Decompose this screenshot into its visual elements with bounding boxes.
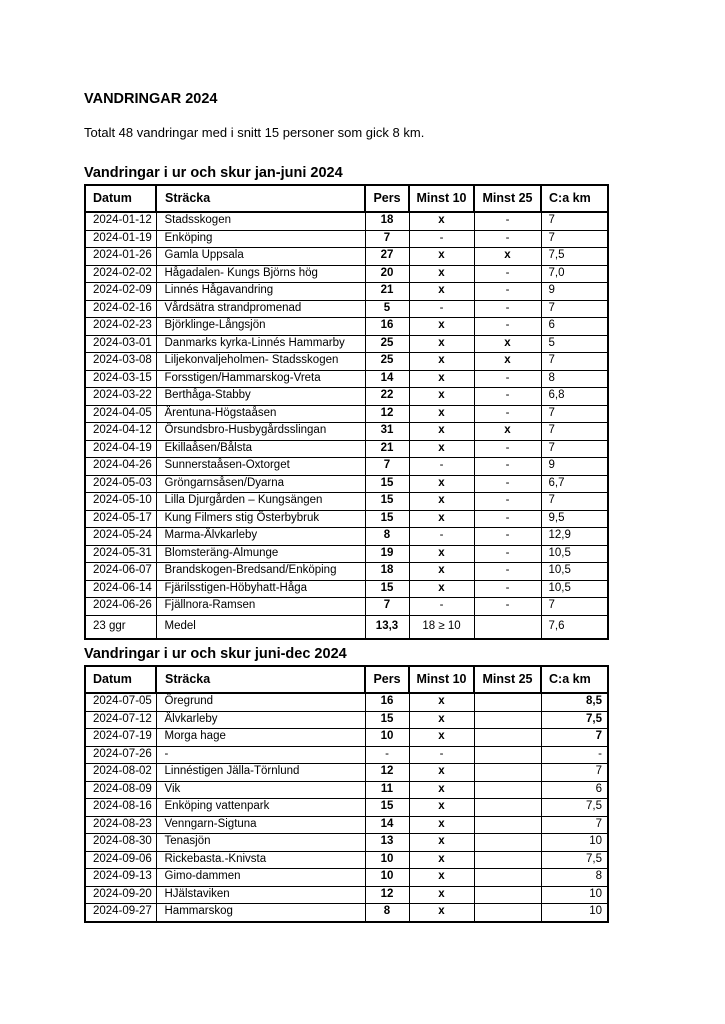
table-row <box>85 869 608 887</box>
cell-datum: 2024-09-20 <box>85 886 156 904</box>
cell-stracka: Rickebasta.-Knivsta <box>156 851 365 869</box>
cell-pers: 20 <box>365 265 409 283</box>
cell-km: 7 <box>541 764 608 782</box>
cell-pers: 13 <box>365 834 409 852</box>
cell-stracka: Björklinge-Långsjön <box>156 318 365 336</box>
cell-minst25: - <box>474 318 541 336</box>
cell-stracka: Brandskogen-Bredsand/Enköping <box>156 563 365 581</box>
cell-datum: 23 ggr <box>85 615 156 639</box>
cell-minst25: - <box>474 580 541 598</box>
document-title: VANDRINGAR 2024 <box>84 91 218 107</box>
cell-pers: 18 <box>365 563 409 581</box>
column-header-km: C:a km <box>541 666 608 693</box>
table-row <box>85 335 608 353</box>
cell-minst25 <box>474 781 541 799</box>
cell-datum: 2024-04-05 <box>85 405 156 423</box>
cell-km: 8,5 <box>541 693 608 711</box>
cell-datum: 2024-07-19 <box>85 729 156 747</box>
table-row <box>85 265 608 283</box>
cell-pers: 27 <box>365 248 409 266</box>
cell-minst10: 18 ≥ 10 <box>409 615 474 639</box>
cell-minst25: - <box>474 493 541 511</box>
cell-stracka: Gröngarnsåsen/Dyarna <box>156 475 365 493</box>
cell-km: 7,5 <box>541 248 608 266</box>
cell-pers: 21 <box>365 440 409 458</box>
cell-pers: 25 <box>365 353 409 371</box>
cell-minst25 <box>474 711 541 729</box>
cell-pers: 14 <box>365 370 409 388</box>
cell-minst10: x <box>409 729 474 747</box>
table-row <box>85 212 608 230</box>
cell-datum: 2024-07-05 <box>85 693 156 711</box>
cell-pers: 11 <box>365 781 409 799</box>
cell-minst25: - <box>474 405 541 423</box>
table-row <box>85 851 608 869</box>
cell-stracka: Berthåga-Stabby <box>156 388 365 406</box>
table-row <box>85 370 608 388</box>
cell-km: 7 <box>541 440 608 458</box>
cell-stracka: Tenasjön <box>156 834 365 852</box>
cell-stracka: Liljekonvaljeholmen- Stadsskogen <box>156 353 365 371</box>
table-row <box>85 353 608 371</box>
cell-minst10: x <box>409 711 474 729</box>
cell-datum: 2024-08-30 <box>85 834 156 852</box>
table-row <box>85 493 608 511</box>
cell-datum: 2024-08-09 <box>85 781 156 799</box>
table-row <box>85 746 608 764</box>
cell-datum: 2024-01-12 <box>85 212 156 230</box>
column-header-minst25: Minst 25 <box>474 185 541 212</box>
cell-datum: 2024-08-23 <box>85 816 156 834</box>
cell-pers: 8 <box>365 528 409 546</box>
cell-stracka: Öregrund <box>156 693 365 711</box>
cell-datum: 2024-06-26 <box>85 598 156 616</box>
cell-minst10: x <box>409 212 474 230</box>
cell-minst10: x <box>409 545 474 563</box>
cell-pers: 15 <box>365 510 409 528</box>
cell-minst25: - <box>474 388 541 406</box>
cell-km: 7 <box>541 300 608 318</box>
cell-km: 12,9 <box>541 528 608 546</box>
table-row <box>85 440 608 458</box>
cell-datum: 2024-04-26 <box>85 458 156 476</box>
cell-stracka: Medel <box>156 615 365 639</box>
cell-km: 10 <box>541 834 608 852</box>
cell-minst25 <box>474 693 541 711</box>
cell-datum: 2024-02-23 <box>85 318 156 336</box>
cell-datum: 2024-05-24 <box>85 528 156 546</box>
cell-km: 6 <box>541 318 608 336</box>
cell-km: 7,5 <box>541 711 608 729</box>
cell-minst10: x <box>409 388 474 406</box>
cell-stracka: Ekillaåsen/Bålsta <box>156 440 365 458</box>
cell-minst25: x <box>474 248 541 266</box>
cell-minst10: x <box>409 886 474 904</box>
column-header-datum: Datum <box>85 185 156 212</box>
cell-pers: 12 <box>365 886 409 904</box>
cell-pers: 16 <box>365 318 409 336</box>
cell-stracka: HJälstaviken <box>156 886 365 904</box>
cell-datum: 2024-05-03 <box>85 475 156 493</box>
cell-km: 6,8 <box>541 388 608 406</box>
cell-minst25 <box>474 869 541 887</box>
column-header-minst25: Minst 25 <box>474 666 541 693</box>
cell-km: 7 <box>541 353 608 371</box>
cell-datum: 2024-01-26 <box>85 248 156 266</box>
cell-datum: 2024-03-22 <box>85 388 156 406</box>
section-jan-juni <box>84 166 691 640</box>
cell-stracka: Gimo-dammen <box>156 869 365 887</box>
cell-stracka: Fjärilsstigen-Höbyhatt-Håga <box>156 580 365 598</box>
cell-minst10: x <box>409 248 474 266</box>
cell-km: 7 <box>541 598 608 616</box>
cell-minst10: x <box>409 764 474 782</box>
cell-km: 7,5 <box>541 851 608 869</box>
table-row <box>85 405 608 423</box>
cell-minst25 <box>474 834 541 852</box>
table-row <box>85 458 608 476</box>
cell-datum: 2024-03-01 <box>85 335 156 353</box>
cell-datum: 2024-09-06 <box>85 851 156 869</box>
cell-stracka: Lilla Djurgården – Kungsängen <box>156 493 365 511</box>
cell-minst10: x <box>409 693 474 711</box>
column-header-stracka: Sträcka <box>156 185 365 212</box>
cell-minst10: x <box>409 335 474 353</box>
cell-stracka: Linnés Hågavandring <box>156 283 365 301</box>
cell-minst25: - <box>474 230 541 248</box>
table-row <box>85 781 608 799</box>
table-row <box>85 693 608 711</box>
section-heading-jan-juni: Vandringar i ur och skur jan-juni 2024 <box>84 165 343 181</box>
table-row <box>85 248 608 266</box>
cell-minst10: - <box>409 230 474 248</box>
cell-km: 7 <box>541 212 608 230</box>
cell-km: 10 <box>541 904 608 922</box>
cell-minst10: x <box>409 580 474 598</box>
cell-minst10: x <box>409 283 474 301</box>
cell-minst10: x <box>409 440 474 458</box>
cell-pers: 19 <box>365 545 409 563</box>
table-row <box>85 423 608 441</box>
table-row <box>85 283 608 301</box>
cell-minst25 <box>474 746 541 764</box>
cell-datum: 2024-08-16 <box>85 799 156 817</box>
cell-pers: 14 <box>365 816 409 834</box>
cell-km: 9 <box>541 458 608 476</box>
cell-stracka: Ärentuna-Högstaåsen <box>156 405 365 423</box>
cell-pers: 15 <box>365 580 409 598</box>
cell-minst25: x <box>474 423 541 441</box>
cell-km: 10,5 <box>541 580 608 598</box>
cell-pers: 8 <box>365 904 409 922</box>
cell-minst25 <box>474 615 541 639</box>
cell-datum: 2024-02-02 <box>85 265 156 283</box>
cell-datum: 2024-06-14 <box>85 580 156 598</box>
cell-km: 6,7 <box>541 475 608 493</box>
table-row <box>85 904 608 922</box>
cell-datum: 2024-07-26 <box>85 746 156 764</box>
cell-minst10: x <box>409 423 474 441</box>
cell-minst25: x <box>474 353 541 371</box>
column-header-minst10: Minst 10 <box>409 185 474 212</box>
cell-stracka: Danmarks kyrka-Linnés Hammarby <box>156 335 365 353</box>
cell-pers: 16 <box>365 693 409 711</box>
cell-datum: 2024-06-07 <box>85 563 156 581</box>
column-header-pers: Pers <box>365 666 409 693</box>
cell-minst10: - <box>409 300 474 318</box>
cell-minst25: - <box>474 598 541 616</box>
table-row <box>85 300 608 318</box>
cell-stracka: - <box>156 746 365 764</box>
cell-datum: 2024-07-12 <box>85 711 156 729</box>
cell-km: 8 <box>541 370 608 388</box>
cell-minst10: x <box>409 475 474 493</box>
column-header-datum: Datum <box>85 666 156 693</box>
cell-pers: 15 <box>365 711 409 729</box>
cell-datum: 2024-05-31 <box>85 545 156 563</box>
cell-minst10: x <box>409 869 474 887</box>
table-row <box>85 580 608 598</box>
cell-minst25: - <box>474 212 541 230</box>
column-header-stracka: Sträcka <box>156 666 365 693</box>
cell-minst10: x <box>409 510 474 528</box>
cell-minst25 <box>474 886 541 904</box>
cell-minst25: - <box>474 510 541 528</box>
cell-minst10: x <box>409 781 474 799</box>
column-header-pers: Pers <box>365 185 409 212</box>
cell-minst25: - <box>474 528 541 546</box>
table-row <box>85 764 608 782</box>
cell-km: 5 <box>541 335 608 353</box>
cell-km: 10,5 <box>541 563 608 581</box>
cell-datum: 2024-08-02 <box>85 764 156 782</box>
cell-datum: 2024-04-19 <box>85 440 156 458</box>
cell-minst25: - <box>474 545 541 563</box>
cell-minst10: - <box>409 746 474 764</box>
table-row <box>85 510 608 528</box>
table-row <box>85 563 608 581</box>
summary-row <box>85 615 608 639</box>
cell-stracka: Hågadalen- Kungs Björns hög <box>156 265 365 283</box>
cell-pers: 31 <box>365 423 409 441</box>
table-row <box>85 598 608 616</box>
cell-stracka: Gamla Uppsala <box>156 248 365 266</box>
cell-km: 10,5 <box>541 545 608 563</box>
cell-minst10: x <box>409 370 474 388</box>
intro-text: Totalt 48 vandringar med i snitt 15 personer som gick 8 km. <box>84 125 425 140</box>
cell-pers: 15 <box>365 799 409 817</box>
cell-datum: 2024-03-08 <box>85 353 156 371</box>
cell-km: 7,0 <box>541 265 608 283</box>
cell-km: 7 <box>541 729 608 747</box>
cell-pers: 10 <box>365 851 409 869</box>
cell-km: 6 <box>541 781 608 799</box>
cell-km: 9,5 <box>541 510 608 528</box>
cell-minst10: - <box>409 458 474 476</box>
cell-km: 7,5 <box>541 799 608 817</box>
cell-km: 7 <box>541 816 608 834</box>
cell-minst10: x <box>409 834 474 852</box>
cell-minst10: x <box>409 851 474 869</box>
cell-datum: 2024-02-09 <box>85 283 156 301</box>
cell-minst25: - <box>474 563 541 581</box>
cell-minst25: x <box>474 335 541 353</box>
cell-pers: 13,3 <box>365 615 409 639</box>
section-juni-dec <box>84 647 691 923</box>
cell-minst10: - <box>409 528 474 546</box>
cell-stracka: Hammarskog <box>156 904 365 922</box>
cell-stracka: Örsundsbro-Husbygårdsslingan <box>156 423 365 441</box>
cell-stracka: Enköping vattenpark <box>156 799 365 817</box>
column-header-km: C:a km <box>541 185 608 212</box>
cell-minst25: - <box>474 300 541 318</box>
table-row <box>85 886 608 904</box>
cell-pers: 18 <box>365 212 409 230</box>
cell-datum: 2024-05-10 <box>85 493 156 511</box>
cell-minst10: - <box>409 598 474 616</box>
table-row <box>85 230 608 248</box>
cell-minst10: x <box>409 493 474 511</box>
cell-pers: 21 <box>365 283 409 301</box>
cell-datum: 2024-04-12 <box>85 423 156 441</box>
cell-datum: 2024-09-13 <box>85 869 156 887</box>
cell-stracka: Blomsteräng-Almunge <box>156 545 365 563</box>
cell-km: 8 <box>541 869 608 887</box>
cell-stracka: Morga hage <box>156 729 365 747</box>
cell-minst10: x <box>409 353 474 371</box>
cell-pers: 12 <box>365 405 409 423</box>
table-row <box>85 528 608 546</box>
table-row <box>85 834 608 852</box>
table-row <box>85 545 608 563</box>
cell-pers: 7 <box>365 598 409 616</box>
cell-stracka: Fjällnora-Ramsen <box>156 598 365 616</box>
cell-stracka: Forsstigen/Hammarskog-Vreta <box>156 370 365 388</box>
cell-km: 7,6 <box>541 615 608 639</box>
cell-stracka: Venngarn-Sigtuna <box>156 816 365 834</box>
cell-datum: 2024-05-17 <box>85 510 156 528</box>
cell-stracka: Älvkarleby <box>156 711 365 729</box>
cell-km: - <box>541 746 608 764</box>
cell-minst25 <box>474 816 541 834</box>
column-header-minst10: Minst 10 <box>409 666 474 693</box>
cell-minst25: - <box>474 458 541 476</box>
cell-stracka: Sunnerstaåsen-Oxtorget <box>156 458 365 476</box>
cell-km: 7 <box>541 405 608 423</box>
cell-minst25: - <box>474 265 541 283</box>
cell-pers: 12 <box>365 764 409 782</box>
cell-stracka: Vårdsätra strandpromenad <box>156 300 365 318</box>
cell-datum: 2024-01-19 <box>85 230 156 248</box>
cell-pers: 7 <box>365 230 409 248</box>
cell-pers: 22 <box>365 388 409 406</box>
table-row <box>85 388 608 406</box>
table-header-row <box>85 185 608 212</box>
cell-minst25: - <box>474 475 541 493</box>
cell-minst25 <box>474 764 541 782</box>
cell-minst10: x <box>409 799 474 817</box>
cell-minst10: x <box>409 265 474 283</box>
cell-pers: - <box>365 746 409 764</box>
table-row <box>85 711 608 729</box>
cell-datum: 2024-03-15 <box>85 370 156 388</box>
cell-km: 7 <box>541 230 608 248</box>
cell-km: 7 <box>541 493 608 511</box>
cell-stracka: Kung Filmers stig Österbybruk <box>156 510 365 528</box>
cell-stracka: Linnéstigen Jälla-Törnlund <box>156 764 365 782</box>
table-row <box>85 475 608 493</box>
cell-minst10: x <box>409 405 474 423</box>
cell-pers: 10 <box>365 869 409 887</box>
cell-km: 10 <box>541 886 608 904</box>
cell-minst10: x <box>409 816 474 834</box>
cell-minst10: x <box>409 318 474 336</box>
cell-pers: 10 <box>365 729 409 747</box>
cell-pers: 7 <box>365 458 409 476</box>
table-row <box>85 816 608 834</box>
cell-minst25: - <box>474 283 541 301</box>
cell-minst25 <box>474 904 541 922</box>
cell-pers: 25 <box>365 335 409 353</box>
cell-minst25 <box>474 851 541 869</box>
cell-km: 7 <box>541 423 608 441</box>
cell-stracka: Marma-Älvkarleby <box>156 528 365 546</box>
cell-pers: 15 <box>365 475 409 493</box>
cell-minst25 <box>474 729 541 747</box>
cell-pers: 15 <box>365 493 409 511</box>
table-row <box>85 799 608 817</box>
cell-pers: 5 <box>365 300 409 318</box>
cell-stracka: Vik <box>156 781 365 799</box>
table-header-row <box>85 666 608 693</box>
cell-minst25: - <box>474 440 541 458</box>
section-heading-juni-dec: Vandringar i ur och skur juni-dec 2024 <box>84 646 347 662</box>
cell-minst25: - <box>474 370 541 388</box>
cell-stracka: Stadsskogen <box>156 212 365 230</box>
cell-km: 9 <box>541 283 608 301</box>
cell-minst10: x <box>409 904 474 922</box>
cell-datum: 2024-02-16 <box>85 300 156 318</box>
cell-stracka: Enköping <box>156 230 365 248</box>
table-row <box>85 729 608 747</box>
table-row <box>85 318 608 336</box>
cell-minst10: x <box>409 563 474 581</box>
hike-table-juni-dec <box>84 665 609 923</box>
cell-datum: 2024-09-27 <box>85 904 156 922</box>
hike-table-jan-juni <box>84 184 609 640</box>
cell-minst25 <box>474 799 541 817</box>
